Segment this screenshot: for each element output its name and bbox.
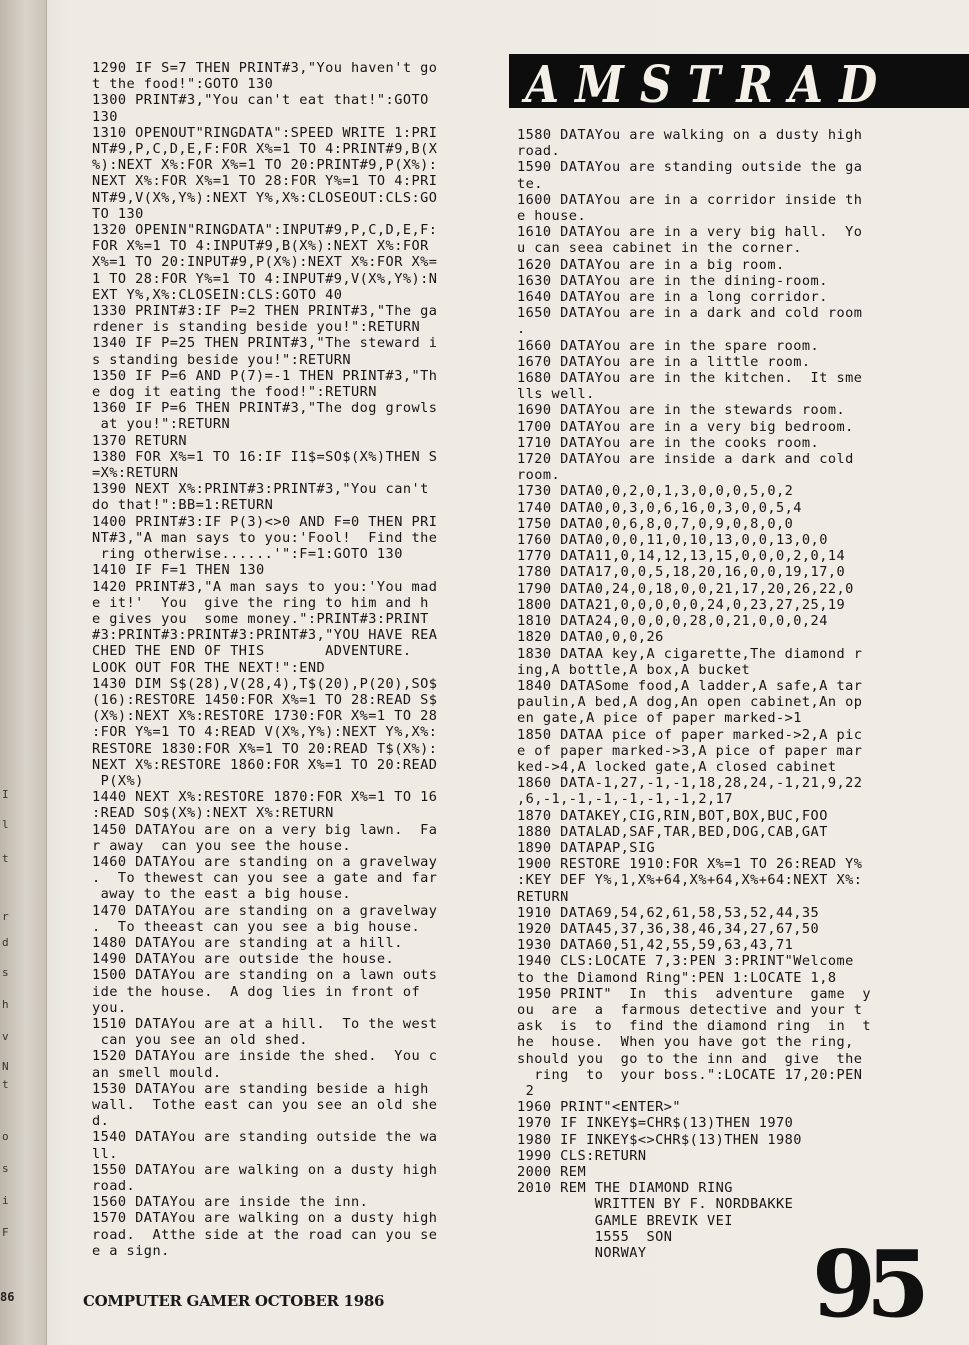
margin-fragment: N [2, 1060, 9, 1073]
margin-fragment: h [2, 998, 9, 1011]
amstrad-banner [509, 54, 969, 115]
binding-gutter [0, 0, 47, 1345]
margin-fragment: F [2, 1226, 9, 1239]
margin-fragment: o [2, 1130, 9, 1143]
basic-listing-right-column: 1580 DATAYou are walking on a dusty high road. 1590 DATAYou are standing outside the ga te. 1600 DATAYou are in a corridor inside th e house. 1610 DATAYou are in a very big hall. Yo u can seea cabinet in the corner. 1620 DATAYou are in a big room. 1630 DATAYou are in the dining-room. 1640 DATAYou are in a long corridor. 1650 DATAYou are in a dark and cold room . 1660 DATAYou are in the spare room. 1670 DATAYou are in a little room. 1680 DATAYou are in the kitchen. It sme lls well. 1690 DATAYou are in the stewards room. 1700 DATAYou are in a very big bedroom. 1710 DATAYou are in the cooks room. 1720 DATAYou are inside a dark and cold room. 1730 DATA0,0,2,0,1,3,0,0,0,5,0,2 1740 DATA0,0,3,0,6,16,0,3,0,0,5,4 1750 DATA0,0,6,8,0,7,0,9,0,8,0,0 1760 DATA0,0,0,11,0,10,13,0,0,13,0,0 1770 DATA11,0,14,12,13,15,0,0,0,2,0,14 1780 DATA17,0,0,5,18,20,16,0,0,19,17,0 1790 DATA0,24,0,18,0,0,21,17,20,26,22,0 1800 DATA21,0,0,0,0,0,24,0,23,27,25,19 1810 DATA24,0,0,0,0,28,0,21,0,0,0,24 1820 DATA0,0,0,26 1830 DATAA key,A cigarette,The diamond r ing,A bottle,A box,A bucket 1840 DATASome food,A ladder,A safe,A tar paulin,A bed,A dog,An open cabinet,An op en gate,A pice of paper marked->1 1850 DATAA pice of paper marked->2,A pic e of paper marked->3,A pice of paper mar ked->4,A locked gate,A closed cabinet 1860 DATA-1,27,-1,-1,18,28,24,-1,21,9,22 ,6,-1,-1,-1,-1,-1,-1,2,17 1870 DATAKEY,CIG,RIN,BOT,BOX,BUC,FOO 1880 DATALAD,SAF,TAR,BED,DOG,CAB,GAT 1890 DATAPAP,SIG 1900 RESTORE 1910:FOR X%=1 TO 26:READ Y% :KEY DEF Y%,1,X%+64,X%+64,X%+64:NEXT X%: RETURN 1910 DATA69,54,62,61,58,53,52,44,35 1920 DATA45,37,36,38,46,34,27,67,50 1930 DATA60,51,42,55,59,63,43,71 1940 CLS:LOCATE 7,3:PEN 3:PRINT"Welcome to the Diamond Ring":PEN 1:LOCATE 1,8 1950 PRINT" In this adventure game y ou are a farmous detective and your t ask is to find the diamond ring in t he house. When you have got the ring, should you go to the inn and give the ring to your boss.":LOCATE 17,20:PEN 2 1960 PRINT"<ENTER>" 1970 IF INKEY$=CHR$(13)THEN 1970 1980 IF INKEY$<>CHR$(13)THEN 1980 1990 CLS:RETURN 2000 REM 2010 REM THE DIAMOND RING WRITTEN BY F. NORDBAKKE GAMLE BREVIK VEI 1555 SON NORWAY [517, 127, 871, 1262]
margin-fragment: t [2, 1078, 9, 1091]
margin-fragment: s [2, 966, 9, 979]
basic-listing-left-column: 1290 IF S=7 THEN PRINT#3,"You haven't go t the food!":GOTO 130 1300 PRINT#3,"You can't eat that!":GOTO 130 1310 OPENOUT"RINGDATA":SPEED WRITE 1:PRI NT#9,P,C,D,E,F:FOR X%=1 TO 4:PRINT#9,B(X %):NEXT X%:FOR X%=1 TO 20:PRINT#9,P(X%): NEXT X%:FOR X%=1 TO 28:FOR Y%=1 TO 4:PRI NT#9,V(X%,Y%):NEXT Y%,X%:CLOSEOUT:CLS:GO TO 130 1320 OPENIN"RINGDATA":INPUT#9,P,C,D,E,F: FOR X%=1 TO 4:INPUT#9,B(X%):NEXT X%:FOR X%=1 TO 20:INPUT#9,P(X%):NEXT X%:FOR X%= 1 TO 28:FOR Y%=1 TO 4:INPUT#9,V(X%,Y%):N EXT Y%,X%:CLOSEIN:CLS:GOTO 40 1330 PRINT#3:IF P=2 THEN PRINT#3,"The ga rdener is standing beside you!":RETURN 1340 IF P=25 THEN PRINT#3,"The steward i s standing beside you!":RETURN 1350 IF P=6 AND P(7)=-1 THEN PRINT#3,"Th e dog it eating the food!":RETURN 1360 IF P=6 THEN PRINT#3,"The dog growls at you!":RETURN 1370 RETURN 1380 FOR X%=1 TO 16:IF I1$=SO$(X%)THEN S =X%:RETURN 1390 NEXT X%:PRINT#3:PRINT#3,"You can't do that!":BB=1:RETURN 1400 PRINT#3:IF P(3)<>0 AND F=0 THEN PRI NT#3,"A man says to you:'Fool! Find the ring otherwise......'":F=1:GOTO 130 1410 IF F=1 THEN 130 1420 PRINT#3,"A man says to you:'You mad e it!' You give the ring to him and h e gives you some money.":PRINT#3:PRINT #3:PRINT#3:PRINT#3:PRINT#3,"YOU HAVE REA CHED THE END OF THIS ADVENTURE. LOOK OUT FOR THE NEXT!":END 1430 DIM S$(28),V(28,4),T$(20),P(20),SO$ (16):RESTORE 1450:FOR X%=1 TO 28:READ S$ (X%):NEXT X%:RESTORE 1730:FOR X%=1 TO 28 :FOR Y%=1 TO 4:READ V(X%,Y%):NEXT Y%,X%: RESTORE 1830:FOR X%=1 TO 20:READ T$(X%): NEXT X%:RESTORE 1860:FOR X%=1 TO 20:READ P(X%) 1440 NEXT X%:RESTORE 1870:FOR X%=1 TO 16 :READ SO$(X%):NEXT X%:RETURN 1450 DATAYou are on a very big lawn. Fa r away can you see the house. 1460 DATAYou are standing on a gravelway . To thewest can you see a gate and far away to the east a big house. 1470 DATAYou are standing on a gravelway . To theeast can you see a big house. 1480 DATAYou are standing at a hill. 1490 DATAYou are outside the house. 1500 DATAYou are standing on a lawn outs ide the house. A dog lies in front of you. 1510 DATAYou are at a hill. To the west can you see an old shed. 1520 DATAYou are inside the shed. You c an smell mould. 1530 DATAYou are standing beside a high wall. Tothe east can you see an old she d. 1540 DATAYou are standing outside the wa ll. 1550 DATAYou are walking on a dusty high road. 1560 DATAYou are inside the inn. 1570 DATAYou are walking on a dusty high road. Atthe side at the road can you se e a sign. [92, 60, 438, 1259]
margin-fragment: i [2, 1194, 9, 1207]
margin-fragment: v [2, 1030, 9, 1043]
margin-fragment: d [2, 936, 9, 949]
banner-title: AMSTRAD [525, 56, 894, 115]
margin-fragment: I [2, 788, 9, 801]
margin-fragment: t [2, 852, 9, 865]
opposite-page-number: 86 [0, 1290, 15, 1304]
margin-fragment: l [2, 818, 9, 831]
magazine-footer: COMPUTER GAMER OCTOBER 1986 [83, 1292, 385, 1310]
margin-fragment: r [2, 910, 9, 923]
page-number: 95 [812, 1230, 921, 1338]
margin-fragment: s [2, 1162, 9, 1175]
